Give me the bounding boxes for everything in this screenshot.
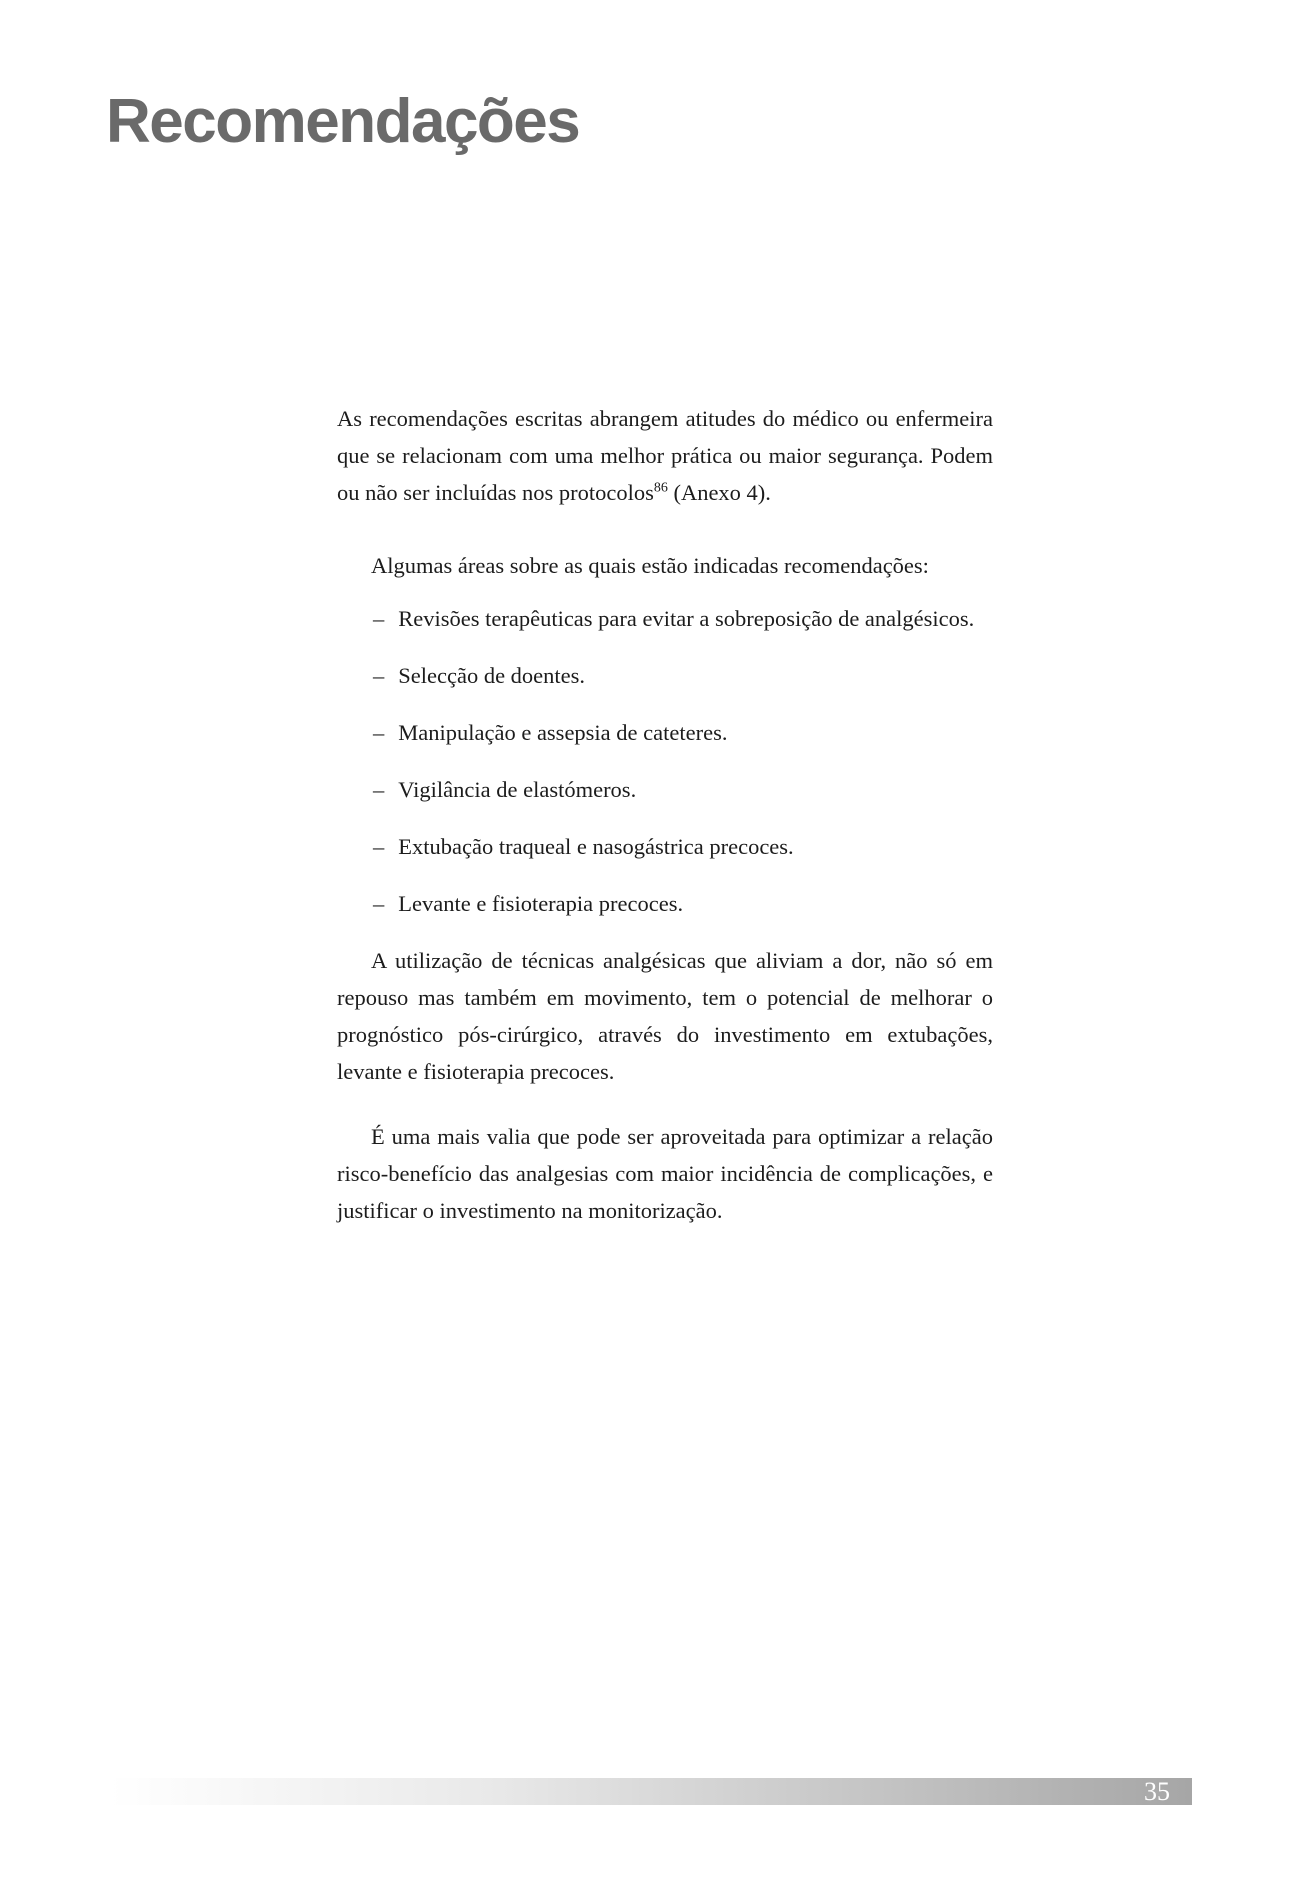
dash-bullet: –	[373, 663, 385, 688]
dash-bullet: –	[373, 834, 385, 859]
list-intro: Algumas áreas sobre as quais estão indicadas recomendações:	[371, 553, 929, 578]
list-item-text: Selecção de doentes.	[398, 663, 586, 688]
list-item	[373, 828, 993, 865]
paragraph-text: As recomendações escritas abrangem atitudes do médico ou enfermeira que se relacionam com uma melhor prática ou maior segurança. Podem ou não ser incluídas nos protocolos	[337, 406, 993, 505]
page-number: 35	[1144, 1777, 1170, 1806]
list-item	[373, 600, 993, 637]
list-item	[373, 885, 993, 922]
content-area	[337, 400, 993, 1229]
dash-bullet: –	[373, 720, 385, 745]
paragraph-analgesic-techniques: A utilização de técnicas analgésicas que aliviam a dor, não só em repouso mas também em movimento, tem o potencial de melhorar o prognóstico pós-cirúrgico, através do investimento em extubações, levante e fisioterapia precoces.	[337, 948, 993, 1084]
dash-bullet: –	[373, 891, 385, 916]
list-item-text: Manipulação e assepsia de cateteres.	[398, 720, 728, 745]
annex-reference: (Anexo 4).	[667, 480, 771, 505]
list-item-text: Levante e fisioterapia precoces.	[398, 891, 684, 916]
list-item-text: Revisões terapêuticas para evitar a sobreposição de analgésicos.	[398, 606, 975, 631]
list-item-text: Vigilância de elastómeros.	[398, 777, 637, 802]
list-item	[373, 657, 993, 694]
footer-bar	[110, 1778, 1192, 1805]
paragraph-recommendations-intro	[337, 400, 993, 511]
paragraph-added-value: É uma mais valia que pode ser aproveitada para optimizar a relação risco-benefício das analgesias com maior incidência de complicações, e justificar o investimento na monitorização.	[337, 1124, 993, 1223]
list-item	[373, 714, 993, 751]
dash-bullet: –	[373, 606, 385, 631]
footnote-reference: 86	[653, 480, 668, 496]
recommendations-list	[337, 600, 993, 922]
dash-bullet: –	[373, 777, 385, 802]
list-item-text: Extubação traqueal e nasogástrica precoces.	[398, 834, 794, 859]
list-item	[373, 771, 993, 808]
page-title: Recomendações	[106, 87, 580, 156]
